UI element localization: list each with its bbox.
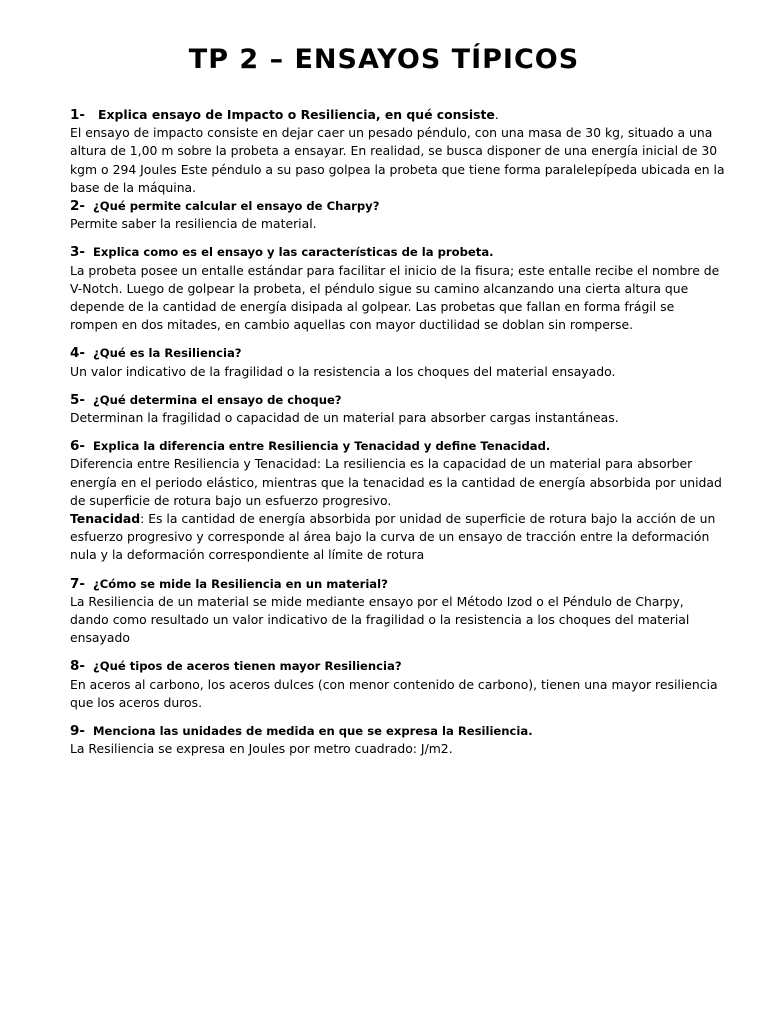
question-6-text: Explica la diferencia entre Resiliencia y Tenacidad y define Tenacidad. (93, 439, 551, 454)
question-3 (70, 243, 725, 261)
question-3-number: 3- (70, 244, 85, 261)
question-9 (70, 722, 725, 740)
question-4 (70, 344, 725, 362)
question-8-text: ¿Qué tipos de aceros tienen mayor Resiliencia? (93, 659, 402, 674)
question-2-number: 2- (70, 198, 85, 215)
answer-4: Un valor indicativo de la fragilidad o la resistencia a los choques del material ensayado. (70, 363, 616, 379)
question-2 (70, 197, 725, 215)
question-1-heading (98, 106, 499, 124)
question-7-text: ¿Cómo se mide la Resiliencia en un material? (93, 576, 388, 591)
question-1-period: . (494, 107, 499, 122)
tenacidad-definition-text: : Es la cantidad de energía absorbida por unidad de superficie de rotura bajo la acción de un esfuerzo progresivo y corresponde al área bajo la curva de un ensayo de tracción entre la deformación nula y la deformación correspondiente al límite de rotura (70, 511, 716, 563)
answer-2: Permite saber la resiliencia de material. (70, 216, 317, 232)
question-6-number: 6- (70, 438, 85, 455)
answer-1: El ensayo de impacto consiste en dejar caer un pesado péndulo, con una masa de 30 kg, situado a una altura de 1,00 m sobre la probeta a ensayar. En realidad, se busca disponer de una energía inicial de 30 kgm o 294 Joules Este péndulo a su paso golpea la probeta que tiene forma paralelepípeda ubicada en la base de la máquina. (70, 125, 725, 195)
answer-8: En aceros al carbono, los aceros dulces (con menor contenido de carbono), tienen una mayor resiliencia que los aceros duros. (70, 676, 718, 710)
question-7 (70, 575, 725, 593)
question-9-text: Menciona las unidades de medida en que se expresa la Resiliencia. (93, 724, 533, 739)
document-body (70, 106, 725, 759)
question-2-text: ¿Qué permite calcular el ensayo de Charpy? (93, 199, 380, 214)
question-6 (70, 437, 725, 455)
answer-9: La Resiliencia se expresa en Joules por metro cuadrado: J/m2. (70, 741, 453, 757)
question-7-number: 7- (70, 575, 85, 592)
question-8-number: 8- (70, 658, 85, 675)
question-4-text: ¿Qué es la Resiliencia? (93, 346, 242, 361)
question-5-text: ¿Qué determina el ensayo de choque? (93, 392, 342, 407)
question-1-text: Explica ensayo de Impacto o Resiliencia, en qué consiste (98, 107, 495, 122)
answer-6: Diferencia entre Resiliencia y Tenacidad: La resiliencia es la capacidad de un material para absorber energía en el periodo elástico, mientras que la tenacidad es la cantidad de energía absorbida por unidad de superficie de rotura bajo un esfuerzo progresivo. (70, 456, 722, 508)
tenacidad-term: Tenacidad (70, 511, 141, 527)
question-1 (70, 106, 725, 124)
question-5-number: 5- (70, 391, 85, 408)
question-8 (70, 657, 725, 675)
question-5 (70, 391, 725, 409)
tenacidad-definition (70, 510, 725, 565)
answer-5: Determinan la fragilidad o capacidad de un material para absorber cargas instantáneas. (70, 410, 619, 426)
question-9-number: 9- (70, 723, 85, 740)
question-4-number: 4- (70, 345, 85, 362)
answer-7: La Resiliencia de un material se mide mediante ensayo por el Método Izod o el Péndulo de Charpy, dando como resultado un valor indicativo de la fragilidad o la resistencia a los choques del material ensayado (70, 593, 690, 646)
answer-3: La probeta posee un entalle estándar para facilitar el inicio de la fisura; este entalle recibe el nombre de V-Notch. Luego de golpear la probeta, el péndulo sigue su camino alcanzando una cierta altura que depende de la cantidad de energía disipada al golpear. Las probetas que fallan en forma frágil se rompen en dos mitades, en cambio aquellas con mayor ductilidad se doblan sin romperse. (70, 262, 720, 333)
question-3-text: Explica como es el ensayo y las características de la probeta. (93, 245, 494, 260)
document-title: TP 2 – ENSAYOS TÍPICOS (188, 44, 580, 75)
question-1-number: 1- (70, 107, 85, 123)
